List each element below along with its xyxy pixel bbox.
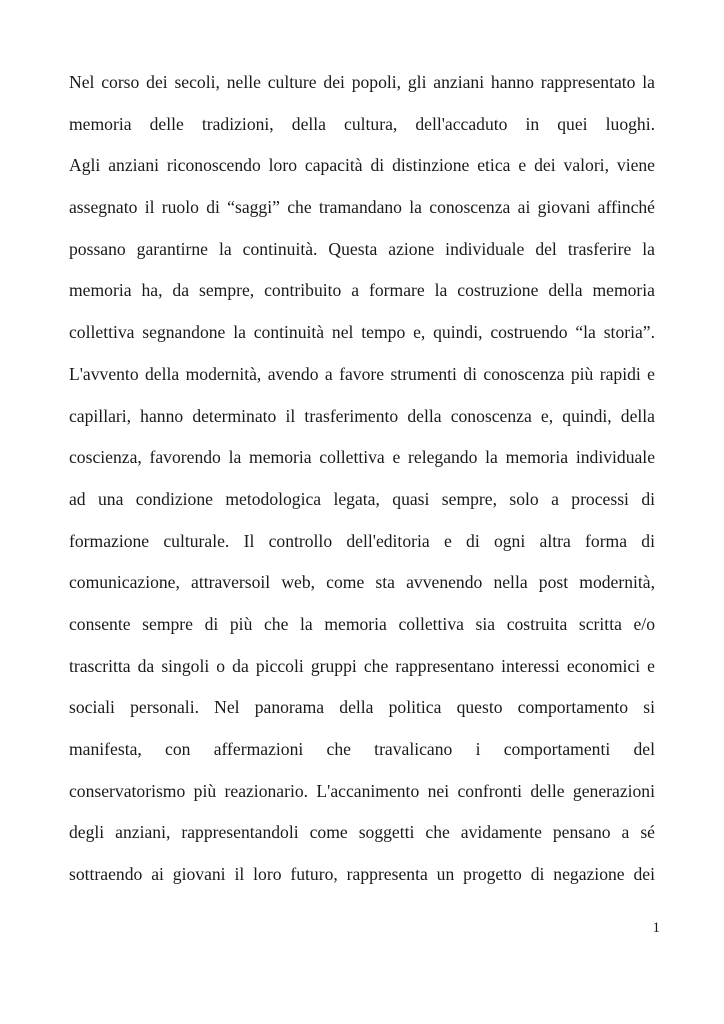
text-line: trascritta da singoli o da piccoli gruppi che rappresentano interessi economici e <box>69 655 655 676</box>
text-line: memoria delle tradizioni, della cultura, dell'accaduto in quei luoghi. <box>69 113 655 134</box>
text-line: comunicazione, attraversoil web, come sta avvenendo nella post modernità, <box>69 572 655 593</box>
text-line: Nel corso dei secoli, nelle culture dei popoli, gli anziani hanno rappresentato la <box>69 72 655 92</box>
page-number: 1 <box>652 920 660 936</box>
text-line: ad una condizione metodologica legata, quasi sempre, solo a processi di <box>69 488 655 509</box>
text-line: collettiva segnandone la continuità nel tempo e, quindi, costruendo “la storia”. <box>69 322 655 343</box>
text-line: L'avvento della modernità, avendo a favore strumenti di conoscenza più rapidi e <box>69 363 655 384</box>
text-line: sottraendo ai giovani il loro futuro, rappresenta un progetto di negazione dei <box>69 864 655 885</box>
text-line: Agli anziani riconoscendo loro capacità di distinzione etica e dei valori, viene <box>69 155 655 176</box>
text-line: coscienza, favorendo la memoria collettiva e relegando la memoria individuale <box>69 447 655 468</box>
text-line: formazione culturale. Il controllo dell'editoria e di ogni altra forma di <box>69 530 655 551</box>
text-line: consente sempre di più che la memoria collettiva sia costruita scritta e/o <box>69 613 655 634</box>
text-line: memoria ha, da sempre, contribuito a formare la costruzione della memoria <box>69 280 655 301</box>
text-line: possano garantirne la continuità. Questa azione individuale del trasferire la <box>69 238 655 259</box>
text-line: manifesta, con affermazioni che travalicano i comportamenti del <box>69 739 655 759</box>
text-line: capillari, hanno determinato il trasferimento della conoscenza e, quindi, della <box>69 405 655 426</box>
text-line: sociali personali. Nel panorama della politica questo comportamento si <box>69 697 655 718</box>
body-paragraph <box>69 62 655 896</box>
text-line: degli anziani, rappresentandoli come soggetti che avidamente pensano a sé <box>69 822 655 843</box>
text-line: conservatorismo più reazionario. L'accanimento nei confronti delle generazioni <box>69 780 655 801</box>
text-line: assegnato il ruolo di “saggi” che tramandano la conoscenza ai giovani affinché <box>69 197 655 218</box>
